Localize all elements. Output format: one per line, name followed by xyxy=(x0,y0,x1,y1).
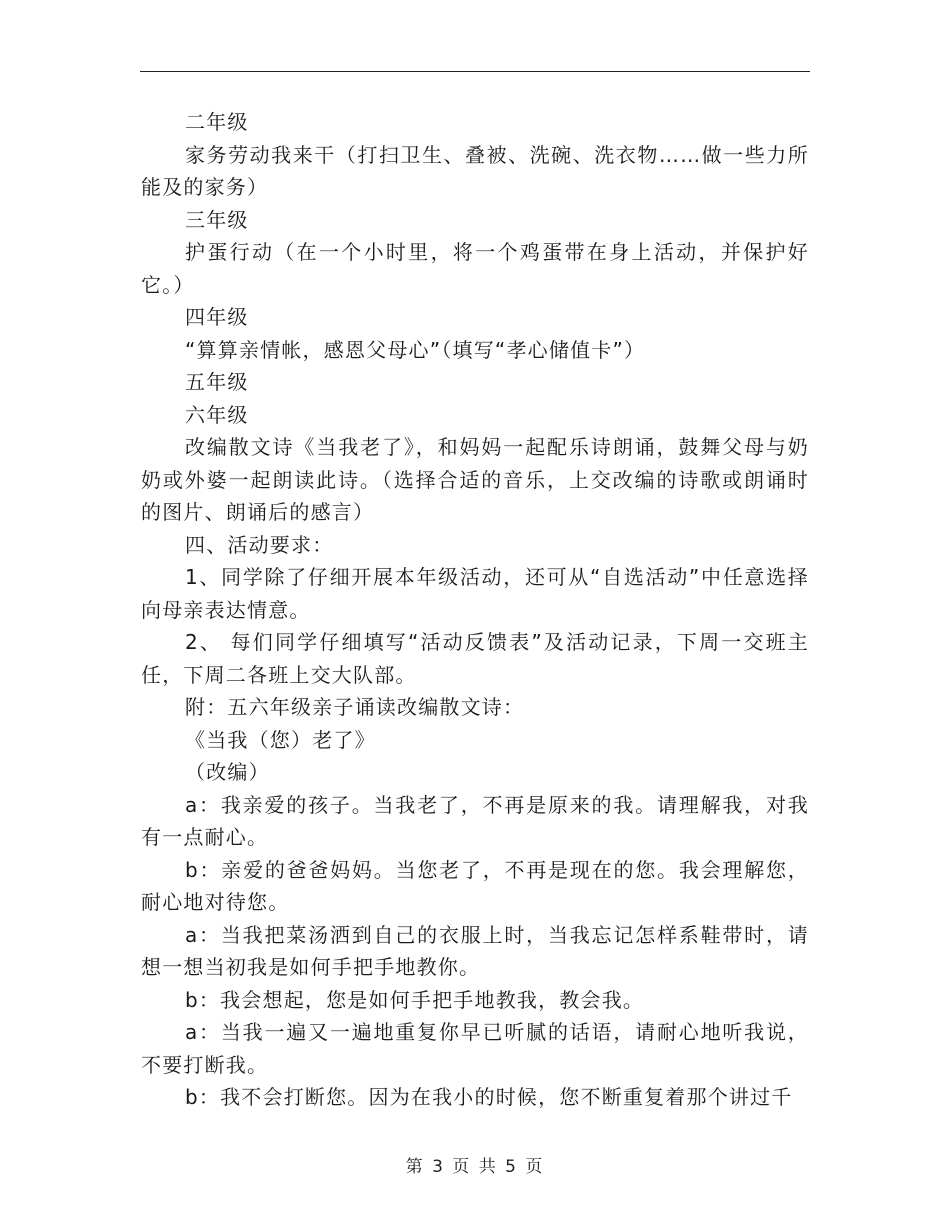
paragraph: 五年级 xyxy=(185,370,249,394)
poem-subtitle: （改编） xyxy=(185,760,270,784)
paragraph: 二年级 xyxy=(185,110,249,134)
poem-line: a：当我一遍又一遍地重复你早已听腻的话语，请耐心地听我说，不要打断我。 xyxy=(141,1020,809,1077)
header-rule xyxy=(140,71,810,72)
poem-line: b：我会想起，您是如何手把手地教我，教会我。 xyxy=(185,987,645,1012)
poem-line: a：我亲爱的孩子。当我老了，不再是原来的我。请理解我，对我有一点耐心。 xyxy=(141,792,809,849)
paragraph: 护蛋行动（在一个小时里，将一个鸡蛋带在身上活动，并保护好它。） xyxy=(141,240,809,297)
poem-line: a：当我把菜汤洒到自己的衣服上时，当我忘记怎样系鞋带时，请想一想当初我是如何手把手地教你。 xyxy=(141,922,809,979)
paragraph: 四年级 xyxy=(185,305,249,329)
paragraph: 1、同学除了仔细开展本年级活动，还可从“自选活动”中任意选择向母亲表达情意。 xyxy=(141,565,809,622)
paragraph: 家务劳动我来干（打扫卫生、叠被、洗碗、洗衣物……做一些力所能及的家务） xyxy=(141,142,809,199)
page-number: 第 3 页 共 5 页 xyxy=(405,1157,545,1177)
poem-title: 《当我（您）老了》 xyxy=(185,727,376,752)
paragraph: 2、 每们同学仔细填写“活动反馈表”及活动记录，下周一交班主任，下周二各班上交大队部。 xyxy=(141,630,809,687)
document-body xyxy=(141,106,809,1114)
poem-line: b：亲爱的爸爸妈妈。当您老了，不再是现在的您。我会理解您，耐心地对待您。 xyxy=(141,857,809,914)
paragraph: 改编散文诗《当我老了》，和妈妈一起配乐诗朗诵，鼓舞父母与奶奶或外婆一起朗读此诗。（选择合适的音乐，上交改编的诗歌或朗诵时的图片、朗诵后的感言） xyxy=(141,435,809,524)
section-heading: 四、活动要求： xyxy=(185,532,334,557)
paragraph: 三年级 xyxy=(185,207,249,232)
poem-line: b：我不会打断您。因为在我小的时候，您不断重复着那个讲过千 xyxy=(185,1085,793,1109)
paragraph: “算算亲情帐，感恩父母心”（填写“孝心储值卡”） xyxy=(185,337,646,362)
paragraph: 六年级 xyxy=(185,402,249,427)
paragraph: 附：五六年级亲子诵读改编散文诗： xyxy=(185,695,525,719)
